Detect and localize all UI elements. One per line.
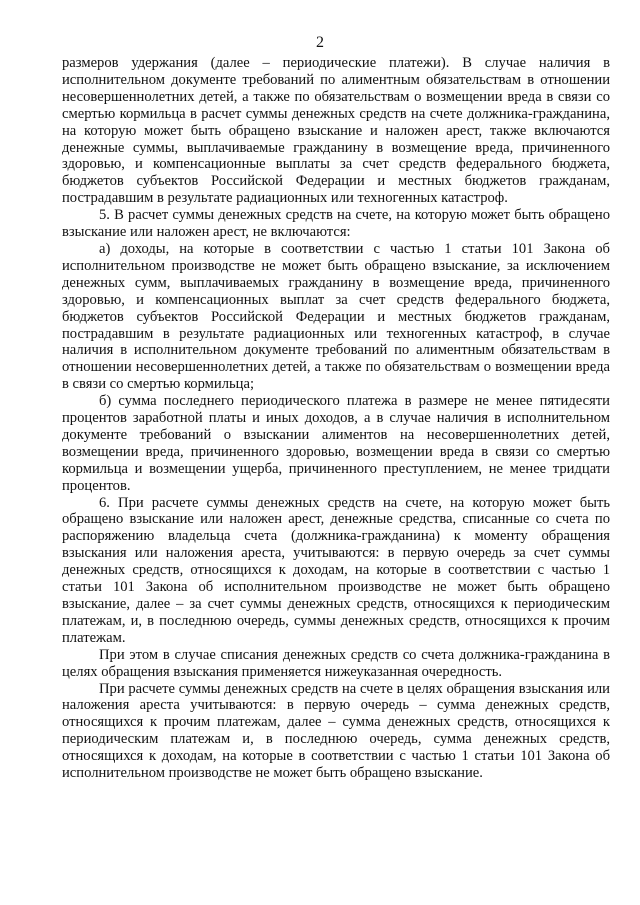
page-number: 2 bbox=[316, 34, 324, 51]
paragraph-write-off-order: При этом в случае списания денежных средств со счета должника-гражданина в целях обращения взыскания применяется нижеуказанная очередность. bbox=[62, 646, 610, 680]
paragraph-subclause-a: а) доходы, на которые в соответствии с частью 1 статьи 101 Закона об исполнительном производстве не может быть обращено взыскание, за исключением денежных сумм, выплачиваемых гражданину в возмещение вреда, причиненного здоровью, и компенсационных выплат за счет средств федерального бюджета, бюджетов субъектов Российской Федерации и местных бюджетов гражданам, пострадавшим в результате радиационных или техногенных катастроф, в случае наличия в исполнительном документе требований по алиментным обязательствам в отношении несовершеннолетних детей, а также по обязательствам о возмещении вреда в связи со смертью кормильца; bbox=[62, 240, 610, 393]
paragraph-calculation-order: При расчете суммы денежных средств на счете в целях обращения взыскания или наложения ареста учитываются: в первую очередь – сумма денежных средств, относящихся к прочим платежам, далее – сумма денежных средств, относящихся к периодическим платежам и, в последнюю очередь, сумма денежных средств, относящихся к доходам, на которые в соответствии с частью 1 статьи 101 Закона об исполнительном производстве не может быть обращено взыскание. bbox=[62, 680, 610, 782]
document-body bbox=[62, 55, 610, 782]
paragraph-clause-6: 6. При расчете суммы денежных средств на счете, на которую может быть обращено взыскание или наложен арест, денежные средства, списанные со счета по распоряжению владельца счета (должника-гражданина) к моменту обращения взыскания или наложения ареста, учитываются: в первую очередь за счет суммы денежных средств, относящихся к доходам, на которые в соответствии с частью 1 статьи 101 Закона об исполнительном производстве не может быть обращено взыскание, далее – за счет суммы денежных средств, относящихся к периодическим платежам, и, в последнюю очередь, суммы денежных средств, относящихся к прочим платежам. bbox=[62, 494, 610, 646]
paragraph-continuation: размеров удержания (далее – периодические платежи). В случае наличия в исполнительном документе требований по алиментным обязательствам в отношении несовершеннолетних детей, а также по обязательствам о возмещении вреда в связи со смертью кормильца в расчет суммы денежных средств на счете должника-гражданина, на которую может быть обращено взыскание и наложен арест, также включаются денежные суммы, выплачиваемые гражданину в возмещение вреда, причиненного здоровью, и компенсационные выплаты за счет средств федерального бюджета, бюджетов субъектов Российской Федерации и местных бюджетов гражданам, пострадавшим в результате радиационных или техногенных катастроф. bbox=[62, 55, 610, 207]
paragraph-subclause-b: б) сумма последнего периодического платежа в размере не менее пятидесяти процентов заработной платы и иных доходов, а в случае наличия в исполнительном документе требований о взыскании алиментов на несовершеннолетних детей, возмещении вреда, причиненного здоровью, возмещении вреда в связи со смертью кормильца и возмещении ущерба, причиненного преступлением, не менее тридцати процентов. bbox=[62, 393, 610, 494]
paragraph-clause-5: 5. В расчет суммы денежных средств на счете, на которую может быть обращено взыскание или наложен арест, не включаются: bbox=[62, 207, 610, 241]
